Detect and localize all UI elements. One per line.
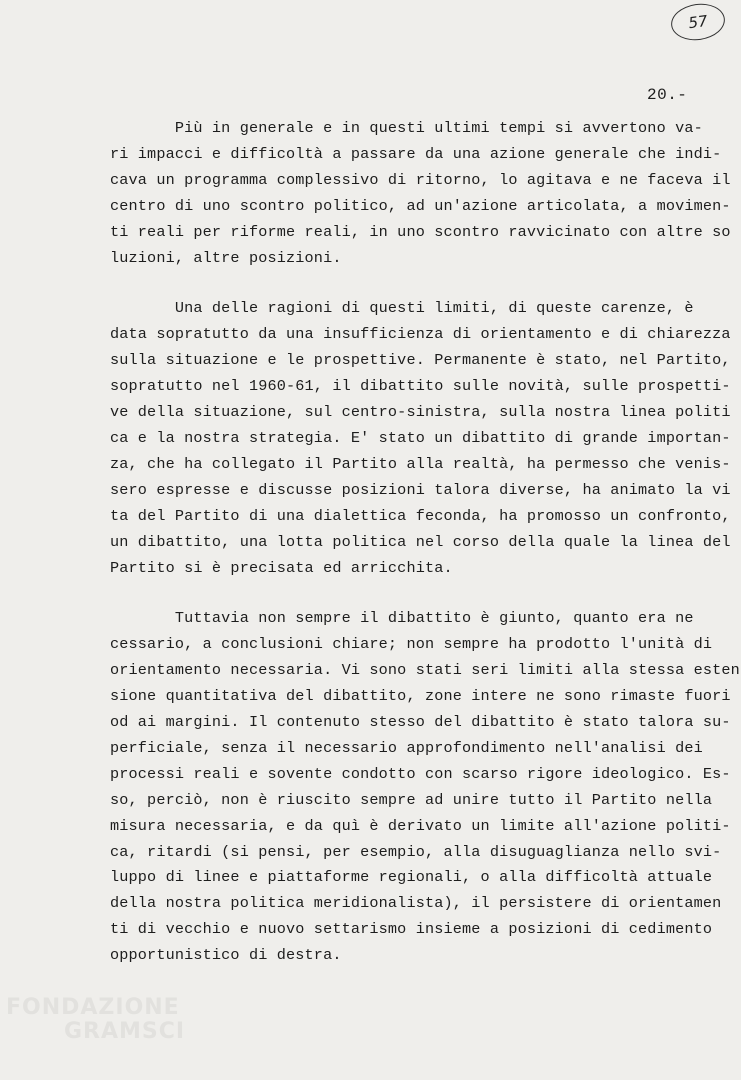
paragraph-2 xyxy=(110,296,731,581)
paragraph-gap xyxy=(110,271,710,296)
archive-stamp xyxy=(669,0,727,43)
text-line: ti di vecchio e nuovo settarismo insieme a posizioni di cedimento xyxy=(110,920,713,939)
paragraph-1 xyxy=(110,116,731,271)
text-line: Più in generale e in questi ultimi tempi si avvertono va- xyxy=(110,119,703,137)
text-line: ve della situazione, sul centro-sinistra, sulla nostra linea politi xyxy=(110,403,731,422)
text-line: della nostra politica meridionalista), il persistere di orientamen xyxy=(110,894,722,913)
text-line: ri impacci e difficoltà a passare da una azione generale che indi- xyxy=(110,144,722,163)
text-line: sulla situazione e le prospettive. Permanente è stato, nel Partito, xyxy=(110,351,731,370)
text-line: za, che ha collegato il Partito alla realtà, ha permesso che venis- xyxy=(110,454,731,473)
text-line: sero espresse e discusse posizioni talora diverse, ha animato la vi xyxy=(110,480,731,499)
text-line: misura necessaria, e da quì è derivato un limite all'azione politi- xyxy=(110,816,731,835)
text-line: ca, ritardi (si pensi, per esempio, alla disuguaglianza nello svi- xyxy=(110,842,722,861)
text-line: luppo di linee e piattaforme regionali, o alla difficoltà attuale xyxy=(110,868,713,887)
page-number: 20.- xyxy=(647,86,688,104)
body-text xyxy=(110,116,740,969)
text-line: data sopratutto da una insufficienza di orientamento e di chiarezza xyxy=(110,325,731,344)
archive-stamp-number: 57 xyxy=(687,11,709,33)
text-line: opportunistico di destra. xyxy=(110,946,342,965)
text-line: luzioni, altre posizioni. xyxy=(110,248,342,267)
text-line: Tuttavia non sempre il dibattito è giunto, quanto era ne xyxy=(110,609,694,628)
text-line: cava un programma complessivo di ritorno, lo agitava e ne faceva il xyxy=(110,170,731,189)
text-line: ca e la nostra strategia. E' stato un dibattito di grande importan- xyxy=(110,428,731,447)
text-line: ti reali per riforme reali, in uno scontro ravvicinato con altre so xyxy=(110,222,731,241)
text-line: Partito si è precisata ed arricchita. xyxy=(110,558,453,577)
text-line: so, perciò, non è riuscito sempre ad unire tutto il Partito nella xyxy=(110,790,713,809)
watermark-line-1: FONDAZIONE xyxy=(6,995,180,1020)
text-line: perficiale, senza il necessario approfondimento nell'analisi dei xyxy=(110,738,703,757)
text-line: Una delle ragioni di questi limiti, di queste carenze, è xyxy=(110,299,694,318)
archive-watermark xyxy=(6,996,185,1044)
text-line: sopratutto nel 1960-61, il dibattito sulle novità, sulle prospetti- xyxy=(110,377,731,396)
text-line: ta del Partito di una dialettica feconda, ha promosso un confronto, xyxy=(110,506,731,525)
text-line: cessario, a conclusioni chiare; non sempre ha prodotto l'unità di xyxy=(110,635,713,654)
paragraph-gap xyxy=(110,581,710,606)
text-line: od ai margini. Il contenuto stesso del dibattito è stato talora su- xyxy=(110,713,731,732)
paragraph-3 xyxy=(110,606,740,969)
text-line: un dibattito, una lotta politica nel corso della quale la linea del xyxy=(110,532,731,551)
text-line: orientamento necessaria. Vi sono stati seri limiti alla stessa esten xyxy=(110,661,740,680)
text-line: processi reali e sovente condotto con scarso rigore ideologico. Es- xyxy=(110,764,731,783)
watermark-line-2: GRAMSCI xyxy=(64,1019,186,1044)
text-line: centro di uno scontro politico, ad un'azione articolata, a movimen- xyxy=(110,196,731,215)
text-line: sione quantitativa del dibattito, zone intere ne sono rimaste fuori xyxy=(110,687,731,706)
